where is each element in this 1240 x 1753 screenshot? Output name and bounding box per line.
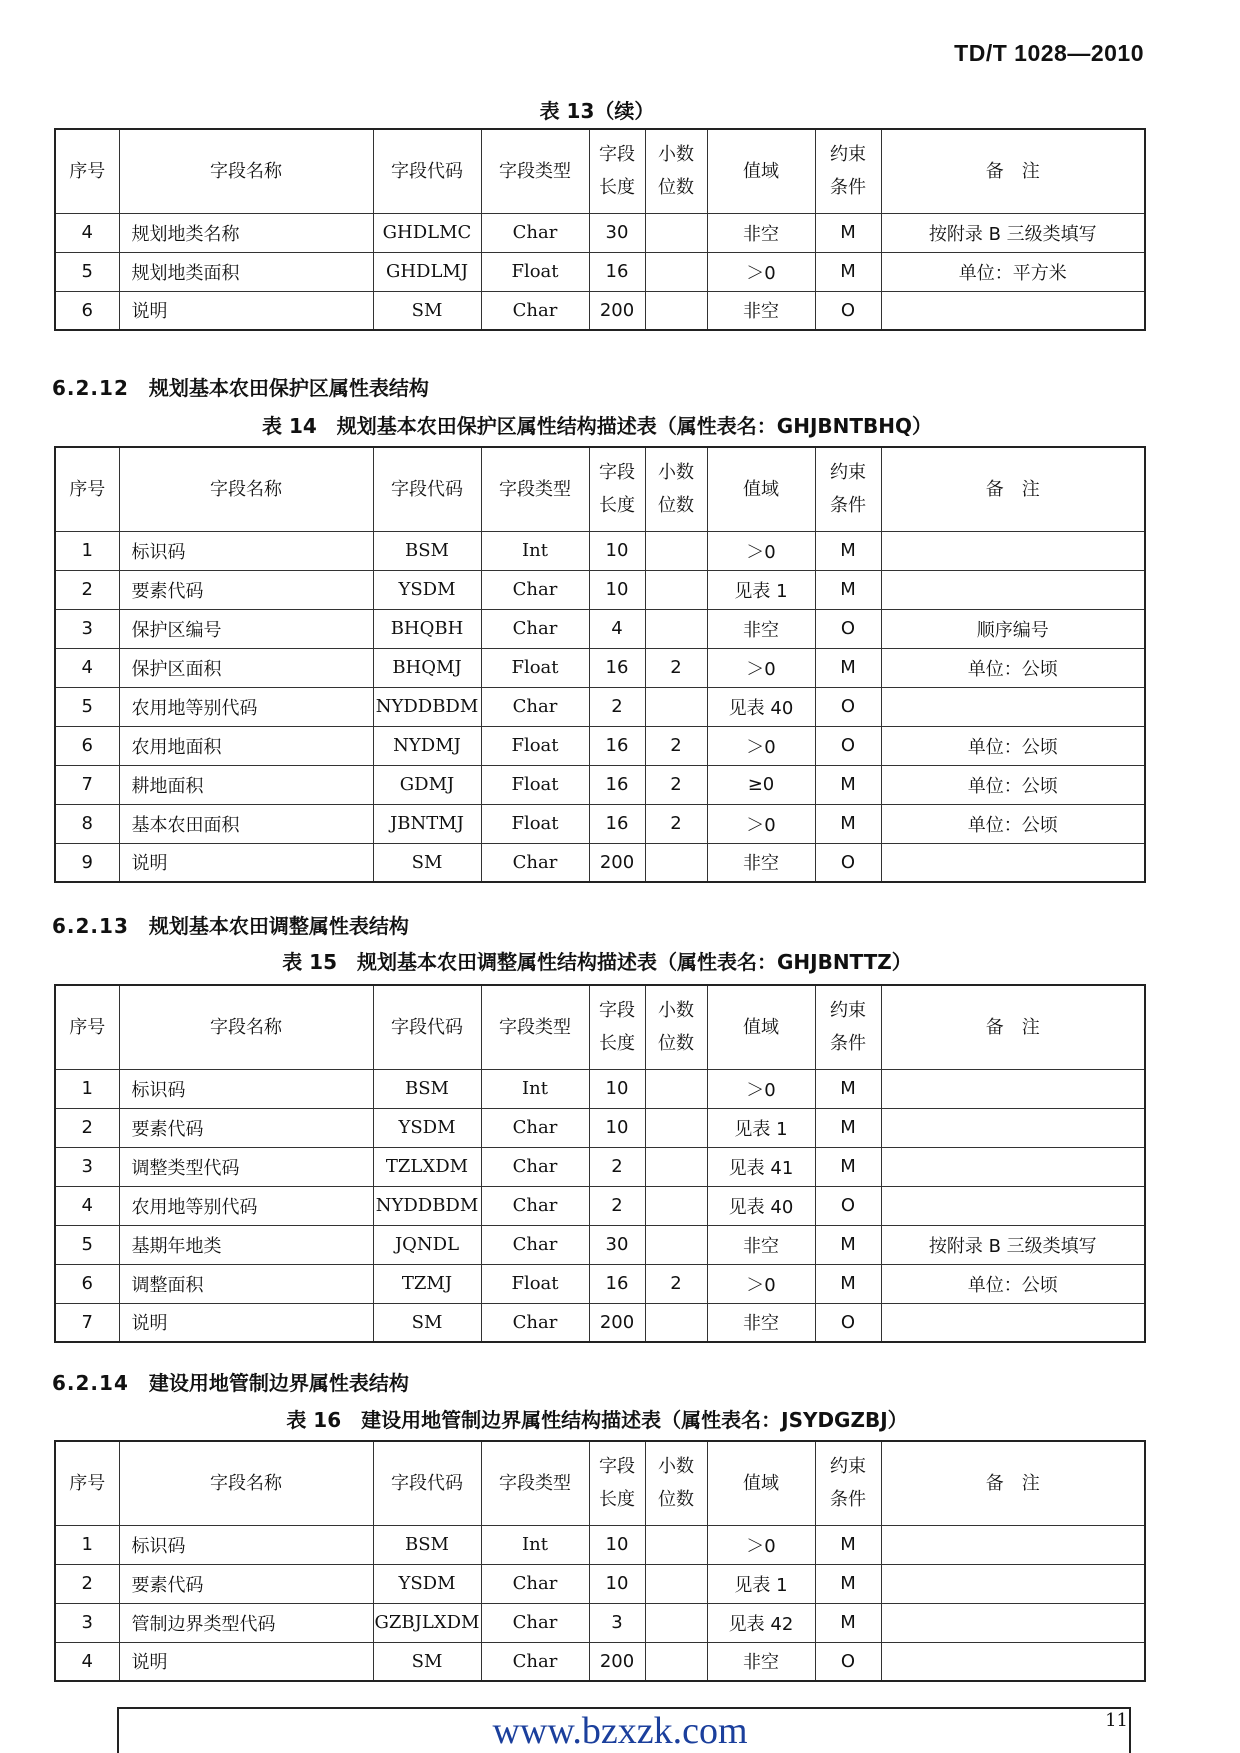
length-cell: 200 [589,1303,645,1342]
column-header: 序号 [55,1441,119,1525]
field-name-cell: 管制边界类型代码 [119,1603,373,1642]
field-name-cell: 说明 [119,291,373,330]
table-row [55,804,1145,843]
field-type-cell: Char [481,609,589,648]
length-cell: 16 [589,252,645,291]
decimal-cell [645,1525,707,1564]
range-cell: ＞0 [707,531,815,570]
watermark-url[interactable]: www.bzxzk.com [492,1710,748,1752]
column-header: 备 注 [881,1441,1145,1525]
table-row [55,1525,1145,1564]
decimal-cell [645,291,707,330]
constraint-cell: O [815,687,881,726]
decimal-cell [645,1225,707,1264]
field-type-cell: Char [481,1186,589,1225]
field-type-cell: Int [481,1525,589,1564]
seq-cell: 3 [55,1603,119,1642]
field-type-cell: Char [481,1147,589,1186]
range-cell: ＞0 [707,1525,815,1564]
column-header: 约束 条件 [815,1441,881,1525]
column-header: 字段 长度 [589,447,645,531]
column-header: 字段类型 [481,1441,589,1525]
table14 [54,446,1146,883]
table-row [55,1225,1145,1264]
length-cell: 16 [589,804,645,843]
note-cell [881,1564,1145,1603]
note-cell: 单位：公顷 [881,726,1145,765]
range-cell: ＞0 [707,1069,815,1108]
column-header: 字段代码 [373,447,481,531]
decimal-cell: 2 [645,726,707,765]
section-6-2-13 [52,910,409,939]
decimal-cell: 2 [645,1264,707,1303]
field-name-cell: 农用地面积 [119,726,373,765]
decimal-cell: 2 [645,765,707,804]
note-cell: 单位：公顷 [881,765,1145,804]
constraint-cell: M [815,1147,881,1186]
length-cell: 3 [589,1603,645,1642]
field-name-cell: 保护区编号 [119,609,373,648]
note-cell [881,843,1145,882]
constraint-cell: O [815,291,881,330]
table-row [55,1603,1145,1642]
note-cell: 单位：平方米 [881,252,1145,291]
decimal-cell [645,213,707,252]
seq-cell: 1 [55,1069,119,1108]
constraint-cell: M [815,531,881,570]
section-title: 建设用地管制边界属性表结构 [148,1371,409,1395]
length-cell: 16 [589,765,645,804]
column-header: 字段类型 [481,985,589,1069]
column-header: 字段 长度 [589,1441,645,1525]
section-6-2-14 [52,1367,409,1396]
section-number: 6.2.12 [52,376,129,400]
column-header: 小数 位数 [645,985,707,1069]
table-header-row [55,985,1145,1069]
field-code-cell: SM [373,1303,481,1342]
column-header: 字段类型 [481,447,589,531]
note-cell: 单位：公顷 [881,804,1145,843]
field-type-cell: Char [481,843,589,882]
range-cell: 见表 40 [707,1186,815,1225]
field-name-cell: 调整类型代码 [119,1147,373,1186]
note-cell: 顺序编号 [881,609,1145,648]
field-name-cell: 要素代码 [119,1108,373,1147]
field-code-cell: NYDDBDM [373,687,481,726]
column-header: 字段名称 [119,985,373,1069]
length-cell: 16 [589,648,645,687]
field-type-cell: Char [481,1303,589,1342]
field-type-cell: Char [481,1564,589,1603]
table16-caption: 表 16 建设用地管制边界属性结构描述表（属性表名：JSYDGZBJ） [286,1408,908,1432]
decimal-cell [645,531,707,570]
length-cell: 2 [589,1147,645,1186]
decimal-cell [645,1069,707,1108]
table-row [55,1264,1145,1303]
field-name-cell: 调整面积 [119,1264,373,1303]
field-code-cell: YSDM [373,570,481,609]
decimal-cell [645,1147,707,1186]
table-row [55,609,1145,648]
field-code-cell: SM [373,291,481,330]
field-name-cell: 保护区面积 [119,648,373,687]
range-cell: 非空 [707,1225,815,1264]
column-header: 字段 长度 [589,129,645,213]
decimal-cell [645,1303,707,1342]
length-cell: 2 [589,1186,645,1225]
length-cell: 200 [589,843,645,882]
note-cell [881,1303,1145,1342]
note-cell [881,570,1145,609]
decimal-cell [645,1186,707,1225]
table-header-row [55,129,1145,213]
note-cell [881,687,1145,726]
table13 [54,128,1146,331]
decimal-cell [645,687,707,726]
column-header: 备 注 [881,129,1145,213]
column-header: 小数 位数 [645,1441,707,1525]
length-cell: 4 [589,609,645,648]
table-row [55,531,1145,570]
field-type-cell: Char [481,1642,589,1681]
table16 [54,1440,1146,1682]
constraint-cell: M [815,765,881,804]
constraint-cell: O [815,1303,881,1342]
length-cell: 2 [589,687,645,726]
table-row [55,1147,1145,1186]
column-header: 值域 [707,985,815,1069]
length-cell: 10 [589,531,645,570]
section-title: 规划基本农田保护区属性表结构 [148,376,429,400]
range-cell: ＞0 [707,726,815,765]
constraint-cell: M [815,1603,881,1642]
range-cell: ≥0 [707,765,815,804]
seq-cell: 5 [55,252,119,291]
constraint-cell: M [815,1264,881,1303]
constraint-cell: M [815,804,881,843]
column-header: 字段代码 [373,985,481,1069]
length-cell: 200 [589,1642,645,1681]
table-row [55,1069,1145,1108]
field-name-cell: 要素代码 [119,1564,373,1603]
note-cell [881,1069,1145,1108]
range-cell: ＞0 [707,252,815,291]
column-header: 序号 [55,129,119,213]
column-header: 序号 [55,985,119,1069]
seq-cell: 4 [55,648,119,687]
range-cell: 非空 [707,609,815,648]
table-row [55,1642,1145,1681]
constraint-cell: M [815,1069,881,1108]
field-type-cell: Char [481,570,589,609]
column-header: 约束 条件 [815,129,881,213]
field-type-cell: Char [481,1225,589,1264]
seq-cell: 7 [55,765,119,804]
constraint-cell: O [815,1186,881,1225]
length-cell: 10 [589,1108,645,1147]
decimal-cell [645,843,707,882]
seq-cell: 5 [55,1225,119,1264]
range-cell: 见表 40 [707,687,815,726]
note-cell [881,1603,1145,1642]
range-cell: 见表 41 [707,1147,815,1186]
column-header: 字段 长度 [589,985,645,1069]
note-cell [881,1147,1145,1186]
seq-cell: 2 [55,570,119,609]
constraint-cell: O [815,1642,881,1681]
field-code-cell: GZBJLXDM [373,1603,481,1642]
field-name-cell: 耕地面积 [119,765,373,804]
section-title: 规划基本农田调整属性表结构 [148,914,409,938]
field-name-cell: 说明 [119,843,373,882]
length-cell: 30 [589,1225,645,1264]
field-code-cell: SM [373,843,481,882]
seq-cell: 6 [55,1264,119,1303]
column-header: 值域 [707,447,815,531]
seq-cell: 5 [55,687,119,726]
constraint-cell: M [815,1564,881,1603]
decimal-cell [645,570,707,609]
seq-cell: 8 [55,804,119,843]
field-type-cell: Char [481,1108,589,1147]
field-code-cell: BSM [373,1525,481,1564]
decimal-cell [645,1642,707,1681]
range-cell: 非空 [707,843,815,882]
field-type-cell: Float [481,804,589,843]
constraint-cell: M [815,648,881,687]
note-cell [881,1186,1145,1225]
field-code-cell: YSDM [373,1108,481,1147]
length-cell: 10 [589,1564,645,1603]
field-name-cell: 要素代码 [119,570,373,609]
note-cell: 按附录 B 三级类填写 [881,1225,1145,1264]
column-header: 备 注 [881,447,1145,531]
field-code-cell: BSM [373,1069,481,1108]
section-number: 6.2.14 [52,1371,129,1395]
column-header: 字段名称 [119,1441,373,1525]
table15-caption: 表 15 规划基本农田调整属性结构描述表（属性表名：GHJBNTTZ） [282,950,912,974]
field-name-cell: 说明 [119,1303,373,1342]
length-cell: 16 [589,726,645,765]
decimal-cell: 2 [645,804,707,843]
seq-cell: 9 [55,843,119,882]
field-type-cell: Char [481,291,589,330]
field-type-cell: Char [481,1603,589,1642]
constraint-cell: M [815,570,881,609]
field-code-cell: SM [373,1642,481,1681]
column-header: 约束 条件 [815,985,881,1069]
field-code-cell: JBNTMJ [373,804,481,843]
length-cell: 16 [589,1264,645,1303]
field-name-cell: 农用地等别代码 [119,687,373,726]
table-row [55,570,1145,609]
table-row [55,648,1145,687]
field-name-cell: 规划地类面积 [119,252,373,291]
seq-cell: 3 [55,609,119,648]
column-header: 备 注 [881,985,1145,1069]
column-header: 值域 [707,129,815,213]
field-code-cell: BHQBH [373,609,481,648]
field-name-cell: 基期年地类 [119,1225,373,1264]
range-cell: 非空 [707,1303,815,1342]
range-cell: 见表 1 [707,1564,815,1603]
table-row [55,687,1145,726]
field-code-cell: TZMJ [373,1264,481,1303]
range-cell: 非空 [707,213,815,252]
field-code-cell: YSDM [373,1564,481,1603]
field-code-cell: GHDLMJ [373,252,481,291]
section-6-2-12 [52,372,429,401]
table-row [55,1108,1145,1147]
column-header: 字段名称 [119,129,373,213]
table-row [55,291,1145,330]
field-type-cell: Int [481,531,589,570]
constraint-cell: M [815,1108,881,1147]
range-cell: ＞0 [707,1264,815,1303]
column-header: 字段代码 [373,1441,481,1525]
decimal-cell [645,252,707,291]
constraint-cell: O [815,726,881,765]
range-cell: ＞0 [707,648,815,687]
column-header: 约束 条件 [815,447,881,531]
field-code-cell: GDMJ [373,765,481,804]
column-header: 字段代码 [373,129,481,213]
field-type-cell: Char [481,687,589,726]
table-row [55,726,1145,765]
constraint-cell: M [815,1225,881,1264]
field-code-cell: TZLXDM [373,1147,481,1186]
table-row [55,765,1145,804]
range-cell: 见表 1 [707,570,815,609]
field-type-cell: Float [481,648,589,687]
constraint-cell: O [815,843,881,882]
note-cell: 单位：公顷 [881,1264,1145,1303]
field-type-cell: Float [481,765,589,804]
table-row [55,213,1145,252]
seq-cell: 7 [55,1303,119,1342]
field-name-cell: 标识码 [119,1069,373,1108]
section-number: 6.2.13 [52,914,129,938]
field-name-cell: 说明 [119,1642,373,1681]
seq-cell: 6 [55,726,119,765]
column-header: 序号 [55,447,119,531]
table-row [55,1564,1145,1603]
field-code-cell: JQNDL [373,1225,481,1264]
range-cell: 见表 42 [707,1603,815,1642]
table13-caption: 表 13（续） [539,99,655,123]
decimal-cell [645,1603,707,1642]
field-code-cell: NYDMJ [373,726,481,765]
column-header: 字段类型 [481,129,589,213]
note-cell [881,1642,1145,1681]
column-header: 值域 [707,1441,815,1525]
note-cell [881,531,1145,570]
length-cell: 10 [589,1525,645,1564]
table-row [55,1186,1145,1225]
table-header-row [55,1441,1145,1525]
field-name-cell: 基本农田面积 [119,804,373,843]
field-name-cell: 农用地等别代码 [119,1186,373,1225]
seq-cell: 4 [55,1642,119,1681]
note-cell [881,1525,1145,1564]
field-type-cell: Int [481,1069,589,1108]
note-cell [881,291,1145,330]
field-type-cell: Float [481,1264,589,1303]
field-type-cell: Float [481,726,589,765]
range-cell: 非空 [707,1642,815,1681]
seq-cell: 3 [55,1147,119,1186]
length-cell: 200 [589,291,645,330]
range-cell: ＞0 [707,804,815,843]
constraint-cell: M [815,213,881,252]
field-type-cell: Float [481,252,589,291]
field-type-cell: Char [481,213,589,252]
standard-code: TD/T 1028—2010 [954,40,1144,66]
constraint-cell: M [815,1525,881,1564]
note-cell [881,1108,1145,1147]
decimal-cell [645,1564,707,1603]
table-row [55,1303,1145,1342]
decimal-cell [645,609,707,648]
table14-caption: 表 14 规划基本农田保护区属性结构描述表（属性表名：GHJBNTBHQ） [262,414,932,438]
decimal-cell [645,1108,707,1147]
column-header: 字段名称 [119,447,373,531]
table-row [55,843,1145,882]
field-name-cell: 标识码 [119,531,373,570]
field-code-cell: GHDLMC [373,213,481,252]
seq-cell: 2 [55,1108,119,1147]
seq-cell: 4 [55,1186,119,1225]
length-cell: 10 [589,570,645,609]
seq-cell: 1 [55,1525,119,1564]
length-cell: 10 [589,1069,645,1108]
range-cell: 见表 1 [707,1108,815,1147]
table-header-row [55,447,1145,531]
column-header: 小数 位数 [645,447,707,531]
constraint-cell: M [815,252,881,291]
length-cell: 30 [589,213,645,252]
range-cell: 非空 [707,291,815,330]
column-header: 小数 位数 [645,129,707,213]
seq-cell: 6 [55,291,119,330]
field-code-cell: BHQMJ [373,648,481,687]
field-name-cell: 规划地类名称 [119,213,373,252]
note-cell: 按附录 B 三级类填写 [881,213,1145,252]
page-number: 11 [1105,1710,1128,1731]
decimal-cell: 2 [645,648,707,687]
seq-cell: 4 [55,213,119,252]
field-code-cell: NYDDBDM [373,1186,481,1225]
table-row [55,252,1145,291]
note-cell: 单位：公顷 [881,648,1145,687]
field-code-cell: BSM [373,531,481,570]
constraint-cell: O [815,609,881,648]
table15 [54,984,1146,1343]
seq-cell: 1 [55,531,119,570]
seq-cell: 2 [55,1564,119,1603]
field-name-cell: 标识码 [119,1525,373,1564]
